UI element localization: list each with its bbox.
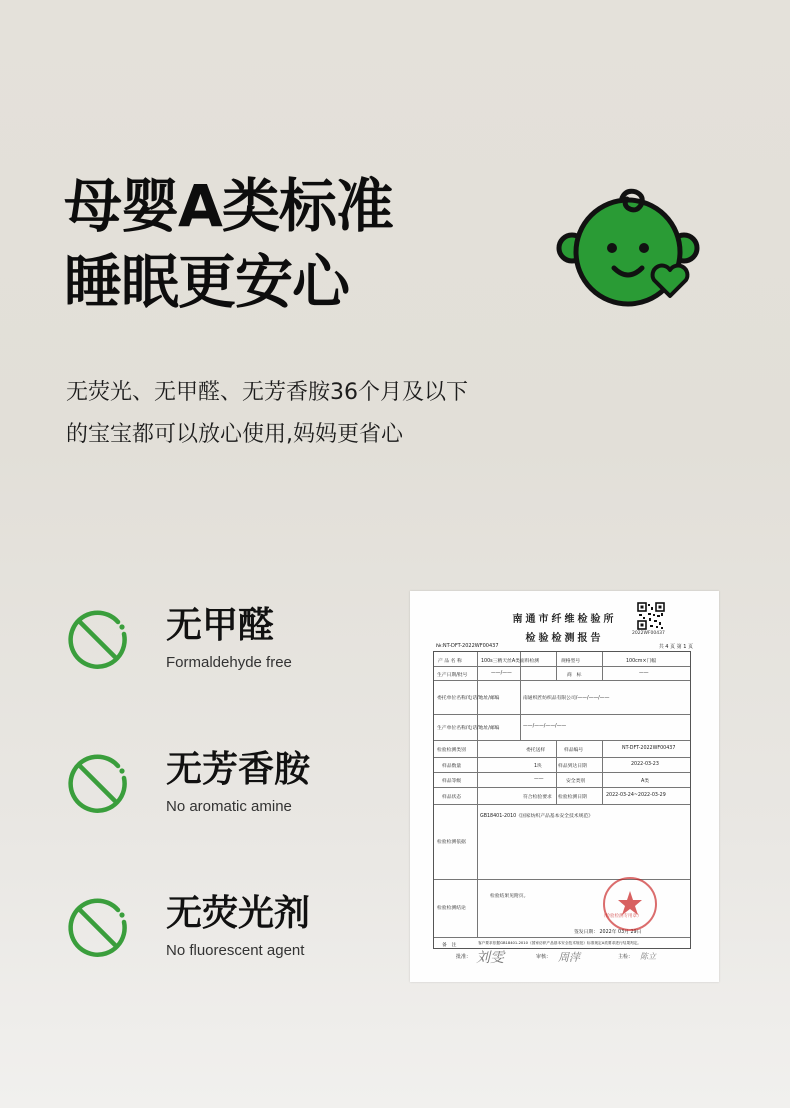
report-number: №:NT-DFT-2022WF00437 <box>436 643 499 649</box>
label-qty: 样品数量 <box>442 764 462 769</box>
value-grade: —— <box>534 777 544 782</box>
value-qty: 1块 <box>534 764 542 769</box>
qr-number: 2022WF00437 <box>632 631 665 636</box>
label-maker: 生产单位名称/电话/地址/邮编 <box>437 726 500 731</box>
main-signature: 陈立 <box>640 952 656 961</box>
label-safety: 安全类别 <box>566 779 586 784</box>
feature-title: 无荧光剂 <box>166 893 311 934</box>
feature-title: 无甲醛 <box>166 605 275 646</box>
review-label: 审核： <box>536 954 552 960</box>
label-product-name: 产 品 名 称 <box>438 659 462 664</box>
label-remark: 备 注 <box>442 943 457 948</box>
report-page: 共 4 页 第 1 页 <box>658 644 693 650</box>
feature-formaldehyde-free <box>66 604 386 694</box>
qr-code-icon <box>637 602 665 630</box>
value-sample-no: NT-DFT-2022WF00437 <box>622 746 676 751</box>
label-arrive: 样品到达日期 <box>558 764 587 769</box>
sign-date: 签发日期： 2022年 03月 29日 <box>574 930 642 935</box>
label-client: 委托单位名称/电话/地址/邮编 <box>437 696 500 701</box>
value-prod-date: ——/—— <box>491 671 512 676</box>
value-conclusion: 检验结果见附页。 <box>490 894 529 899</box>
value-client: 南通织匠纺织品有限公司/——/——/—— <box>523 696 610 701</box>
value-test-type: 委托送样 <box>526 748 546 753</box>
value-arrive: 2022-03-23 <box>631 762 659 767</box>
subtitle <box>66 372 546 456</box>
headline <box>64 168 393 320</box>
value-basis: GB18401-2010《国家纺织产品基本安全技术规范》 <box>480 814 593 819</box>
test-report-image <box>410 591 719 982</box>
review-signature: 周萍 <box>558 951 580 964</box>
feature-title: 无芳香胺 <box>166 749 311 790</box>
value-state: 符合检验要求 <box>523 795 552 800</box>
report-title: 检验检测报告 <box>525 633 604 644</box>
prohibited-icon <box>66 608 130 672</box>
stamp-text: （检验检测专用章） <box>601 914 642 919</box>
headline-line-1: 母婴A类标准 <box>64 172 393 240</box>
feature-no-fluorescent-agent <box>66 892 386 982</box>
value-product-name: 100s三精天丝A类面料检测 <box>481 659 540 664</box>
feature-subtitle: Formaldehyde free <box>166 654 292 671</box>
subtitle-line-2: 的宝宝都可以放心使用,妈妈更省心 <box>66 422 403 447</box>
feature-subtitle: No aromatic amine <box>166 798 292 815</box>
label-conclusion: 检验检测结论 <box>437 906 466 911</box>
headline-line-2: 睡眠更安心 <box>64 248 350 316</box>
value-safety: A类 <box>641 779 650 784</box>
official-stamp <box>603 877 657 931</box>
main-label: 主检： <box>618 954 634 960</box>
prohibited-icon <box>66 896 130 960</box>
label-test-type: 检验检测类别 <box>437 748 466 753</box>
label-date: 检验检测日期 <box>558 795 587 800</box>
value-brand: —— <box>639 671 649 676</box>
label-brand: 商 标 <box>567 673 582 678</box>
value-remark: 客户要求依据GB18401-2010《国家纺织产品基本安全技术规范》标准规定A类要求进行结果判定。 <box>478 941 642 945</box>
label-basis: 检验检测依据 <box>437 840 466 845</box>
subtitle-line-1: 无荧光、无甲醛、无芳香胺36个月及以下 <box>66 380 468 405</box>
prohibited-icon <box>66 752 130 816</box>
label-prod-date: 生产日期/批号 <box>437 673 468 678</box>
approve-label: 批准： <box>456 954 472 960</box>
feature-subtitle: No fluorescent agent <box>166 942 305 959</box>
feature-no-aromatic-amine <box>66 748 386 838</box>
label-grade: 样品等级 <box>442 779 462 784</box>
baby-face-icon <box>552 188 704 308</box>
report-org: 南通市纤维检验所 <box>512 614 617 625</box>
label-sample-no: 样品编号 <box>564 748 584 753</box>
label-spec: 规格型号 <box>561 659 581 664</box>
label-state: 样品状态 <box>442 795 462 800</box>
approve-signature: 刘雯 <box>476 950 504 966</box>
value-date: 2022-03-24~2022-03-29 <box>606 793 666 798</box>
value-maker: ——/——/——/—— <box>523 724 567 729</box>
value-spec: 100cm×门幅 <box>626 659 657 664</box>
